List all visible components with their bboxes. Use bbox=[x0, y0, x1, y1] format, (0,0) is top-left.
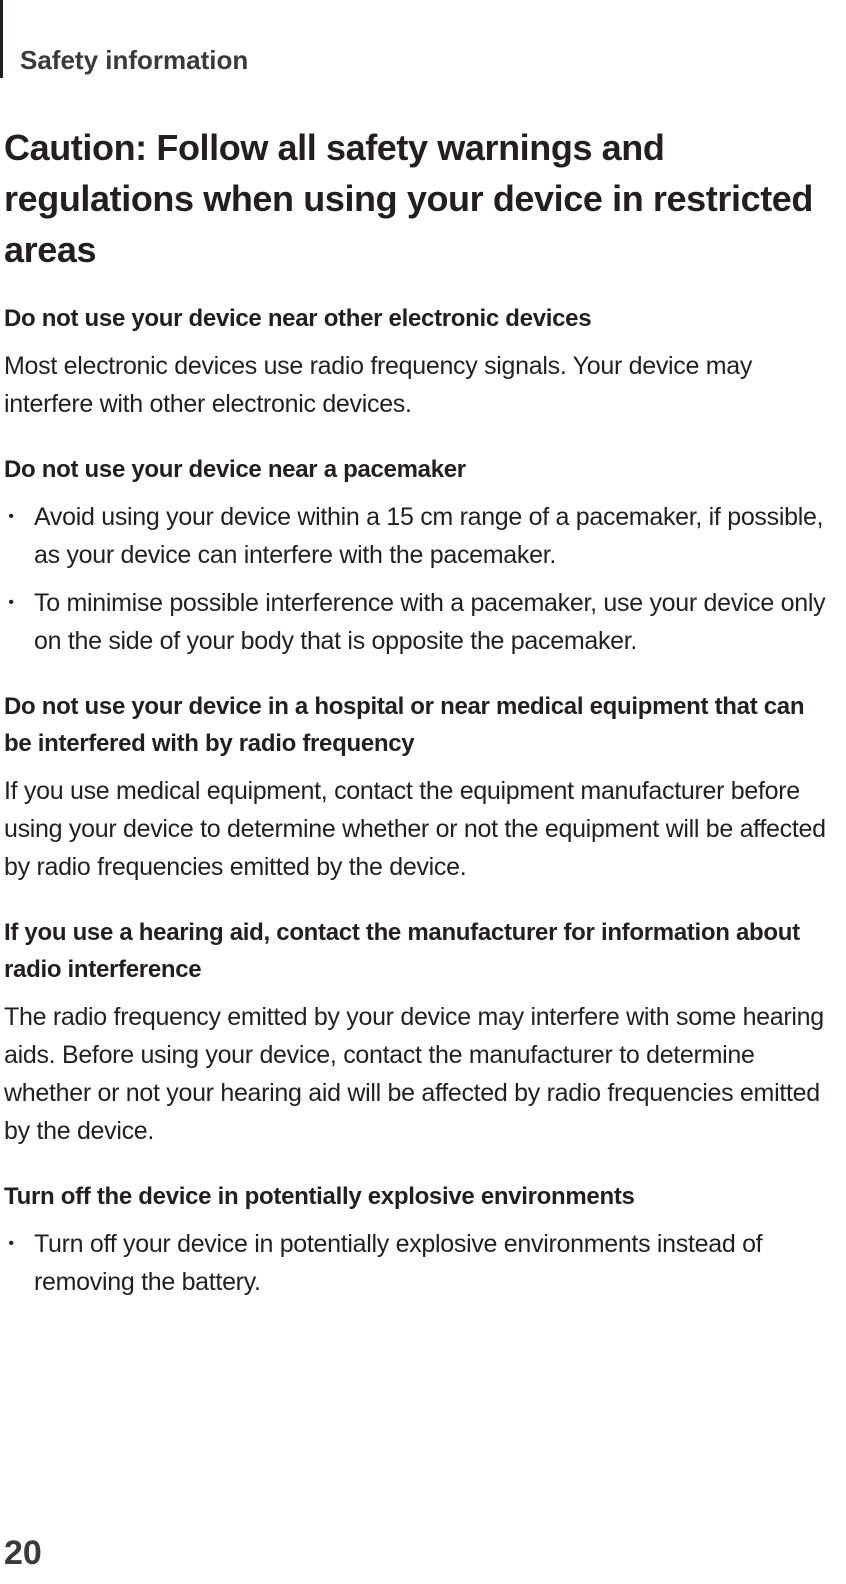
section-hospital-equipment bbox=[4, 688, 836, 886]
section-heading: Do not use your device near other electronic devices bbox=[4, 305, 592, 332]
bullet-list bbox=[4, 498, 836, 660]
section-header-title: Safety information bbox=[20, 45, 249, 75]
bullet-item bbox=[4, 498, 836, 574]
section-paragraph: The radio frequency emitted by your device may interfere with some hearing aids. Before using your device, contact the manufacturer to determine whether or not your hearing aid will be affected by radio frequencies emitted by the device. bbox=[4, 1003, 824, 1145]
section-heading: Do not use your device in a hospital or near medical equipment that can be interfered with by radio frequency bbox=[4, 693, 805, 757]
section-heading: Turn off the device in potentially explosive environments bbox=[4, 1183, 635, 1210]
section-heading: If you use a hearing aid, contact the manufacturer for information about radio interference bbox=[4, 919, 800, 983]
page-content bbox=[4, 122, 836, 1329]
section-electronic-devices bbox=[4, 300, 836, 423]
section-pacemaker bbox=[4, 451, 836, 660]
bullet-icon: • bbox=[8, 508, 14, 525]
section-paragraph: Most electronic devices use radio frequency signals. Your device may interfere with other electronic devices. bbox=[4, 352, 753, 418]
page-number: 20 bbox=[4, 1534, 42, 1572]
bullet-icon: • bbox=[8, 1235, 14, 1252]
bullet-text: Avoid using your device within a 15 cm range of a pacemaker, if possible, as your device can interfere with the pacemaker. bbox=[34, 503, 824, 569]
bullet-text: Turn off your device in potentially explosive environments instead of removing the battery. bbox=[34, 1230, 763, 1296]
section-heading: Do not use your device near a pacemaker bbox=[4, 456, 466, 483]
bullet-item bbox=[4, 1225, 836, 1301]
bullet-icon: • bbox=[8, 594, 14, 611]
section-hearing-aid bbox=[4, 914, 836, 1150]
page-title: Caution: Follow all safety warnings and regulations when using your device in restricted areas bbox=[4, 127, 813, 270]
bullet-list bbox=[4, 1225, 836, 1301]
section-explosive-environments bbox=[4, 1178, 836, 1301]
header-rule bbox=[0, 0, 3, 78]
bullet-text: To minimise possible interference with a pacemaker, use your device only on the side of your body that is opposite the pacemaker. bbox=[34, 589, 826, 655]
section-paragraph: If you use medical equipment, contact the equipment manufacturer before using your device to determine whether or not the equipment will be affected by radio frequencies emitted by the device. bbox=[4, 777, 826, 881]
bullet-item bbox=[4, 584, 836, 660]
